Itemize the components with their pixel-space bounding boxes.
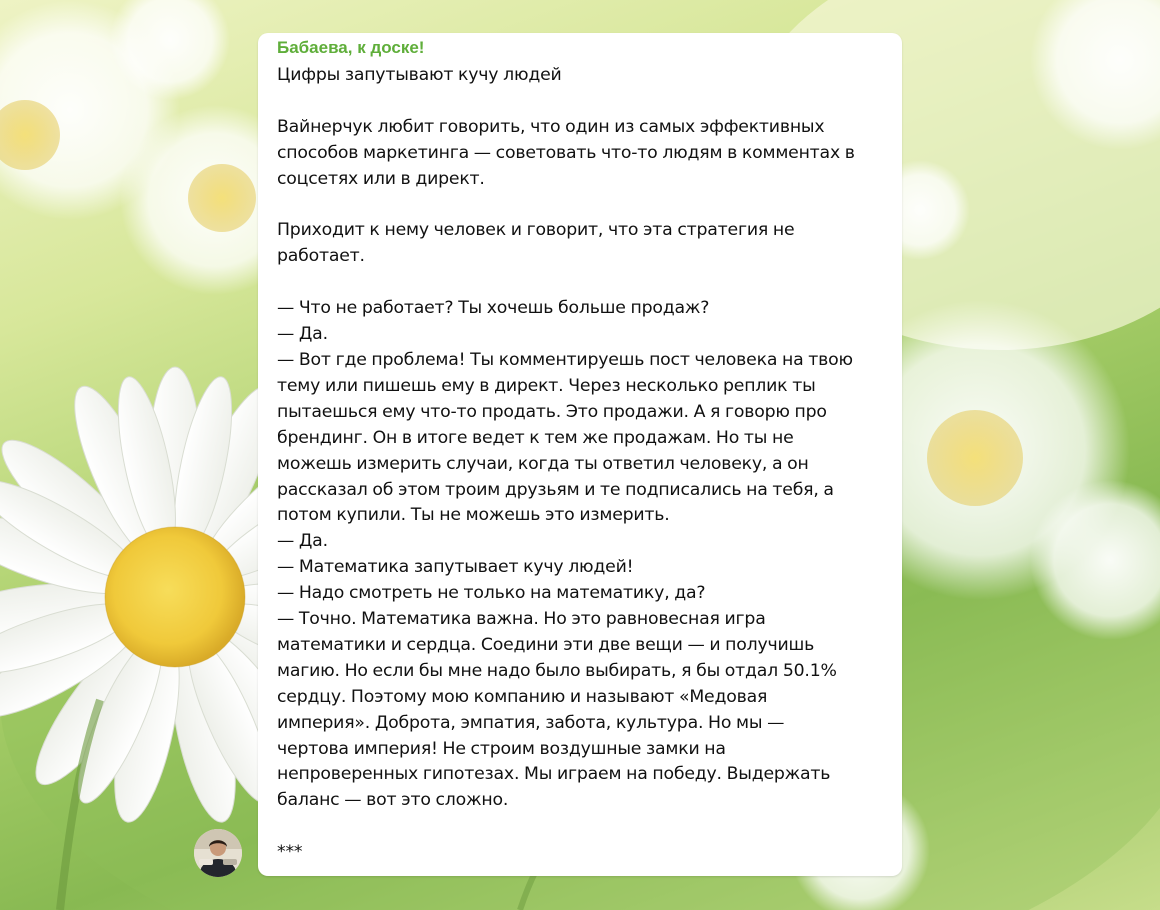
message-text: Цифры запутывают кучу людей Вайнерчук любит говорить, что один из самых эффективных способов маркетинга — советовать что-то людям в комментах в соцсетях или в директ. Приходит к нему человек и говорит, что эта стратегия не работает. — Что не работает? Ты хочешь больше продаж? — Да. — Вот где проблема! Ты комментируешь пост человека на твою тему или пишешь ему в директ. Через несколько реплик ты пытаешься ему что-то продать. Это продажи. А я говорю про брендинг. Он в итоге ведет к тем же продажам. Но ты не можешь измерить случаи, когда ты ответил человеку, а он рассказал об этом троим друзьям и те подписались на тебя, а потом купили. Ты не можешь это измерить. — Да. — Математика запутывает кучу людей! — Надо смотреть не только на математику, да? — Точно. Математика важна. Но это равновесная игра математики и сердца. Соедини эти две вещи — и получишь магию. Но если бы мне надо было выбирать, я бы отдал 50.1% сердцу. Поэтому мою компанию и называют «Медовая империя». Доброта, эмпатия, забота, культура. Но мы — чертова империя! Не строим воздушные замки на непроверенных гипотезах. Мы играем на победу. Выдержать баланс — вот это сложно. *** bbox=[277, 65, 855, 863]
avatar-photo-icon bbox=[194, 829, 242, 877]
sender-name[interactable]: Бабаева, к доске! bbox=[277, 38, 425, 57]
sender-avatar[interactable] bbox=[194, 829, 242, 877]
message-bubble[interactable] bbox=[258, 33, 902, 876]
